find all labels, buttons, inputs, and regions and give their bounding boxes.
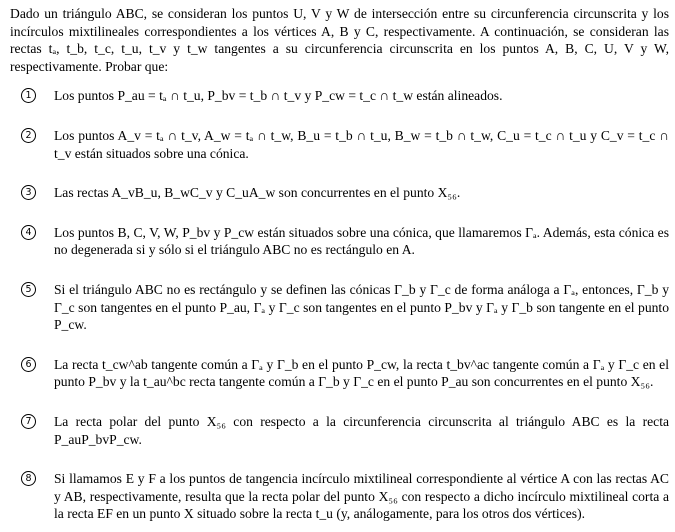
list-item bbox=[10, 470, 669, 523]
item-text: Las rectas A_vB_u, B_wC_v y C_uA_w son concurrentes en el punto X₅₆. bbox=[54, 185, 461, 201]
item-text: Los puntos A_v = tₐ ∩ t_v, A_w = tₐ ∩ t_w, B_u = t_b ∩ t_u, B_w = t_b ∩ t_w, C_u = t_c ∩ t_u y C_v = t_c ∩ t_v están situados sobre una cónica. bbox=[54, 127, 669, 161]
item-number-badge: 4 bbox=[21, 225, 36, 240]
list-item bbox=[10, 184, 669, 202]
list-item bbox=[10, 87, 669, 105]
list-item bbox=[10, 127, 669, 162]
item-text: Los puntos B, C, V, W, P_bv y P_cw están situados sobre una cónica, que llamaremos Γₐ. Además, esta cónica es no degenerada si y sólo si el triángulo ABC no es rectángulo en A. bbox=[54, 224, 669, 258]
item-number-badge: 3 bbox=[21, 185, 36, 200]
list-item bbox=[10, 281, 669, 334]
list-item bbox=[10, 413, 669, 448]
item-number-badge: 6 bbox=[21, 357, 36, 372]
item-text: Los puntos P_au = tₐ ∩ t_u, P_bv = t_b ∩ t_v y P_cw = t_c ∩ t_w están alineados. bbox=[54, 88, 503, 104]
list-item bbox=[10, 356, 669, 391]
item-text: Si llamamos E y F a los puntos de tangencia incírculo mixtilineal correspondiente al vértice A con las rectas AC y AB, respectivamente, resulta que la recta polar del punto X₅₆ con respecto a dicho incírculo mixtilineal corta a la recta EF en un punto X situado sobre la recta t_u (y, análogamente, para los otros dos vértices). bbox=[54, 471, 669, 522]
item-text: La recta t_cw^ab tangente común a Γₐ y Γ_b en el punto P_cw, la recta t_bv^ac tangente común a Γₐ y Γ_c en el punto P_bv y la t_au^bc recta tangente común a Γ_b y Γ_c en el punto P_au son concurrentes en el punto X₅₆. bbox=[54, 356, 669, 390]
item-number-badge: 1 bbox=[21, 88, 36, 103]
item-number-badge: 8 bbox=[21, 471, 36, 486]
item-list bbox=[10, 87, 669, 523]
item-number-badge: 5 bbox=[21, 282, 36, 297]
item-number-badge: 7 bbox=[21, 414, 36, 429]
item-number-badge: 2 bbox=[21, 128, 36, 143]
item-text: Si el triángulo ABC no es rectángulo y se definen las cónicas Γ_b y Γ_c de forma análoga a Γₐ, entonces, Γ_b y Γ_c son tangentes en el punto P_au, Γₐ y Γ_c son tangentes en el punto P_bv y Γₐ y Γ_b son tangente en el punto P_cw. bbox=[54, 281, 669, 333]
list-item bbox=[10, 224, 669, 259]
intro-paragraph: Dado un triángulo ABC, se consideran los puntos U, V y W de intersección entre su circunferencia circunscrita y los incírculos mixtilineales correspondientes a los vértices A, B y C, respectivamente. A continuación, se consideran las rectas tₐ, t_b, t_c, t_u, t_v y t_w tangentes a su circunferencia circunscrita en los puntos A, B, C, U, V y W, respectivamente. Probar que: bbox=[10, 6, 669, 74]
item-text: La recta polar del punto X₅₆ con respecto a la circunferencia circunscrita al triángulo ABC es la recta P_auP_bvP_cw. bbox=[54, 413, 669, 447]
